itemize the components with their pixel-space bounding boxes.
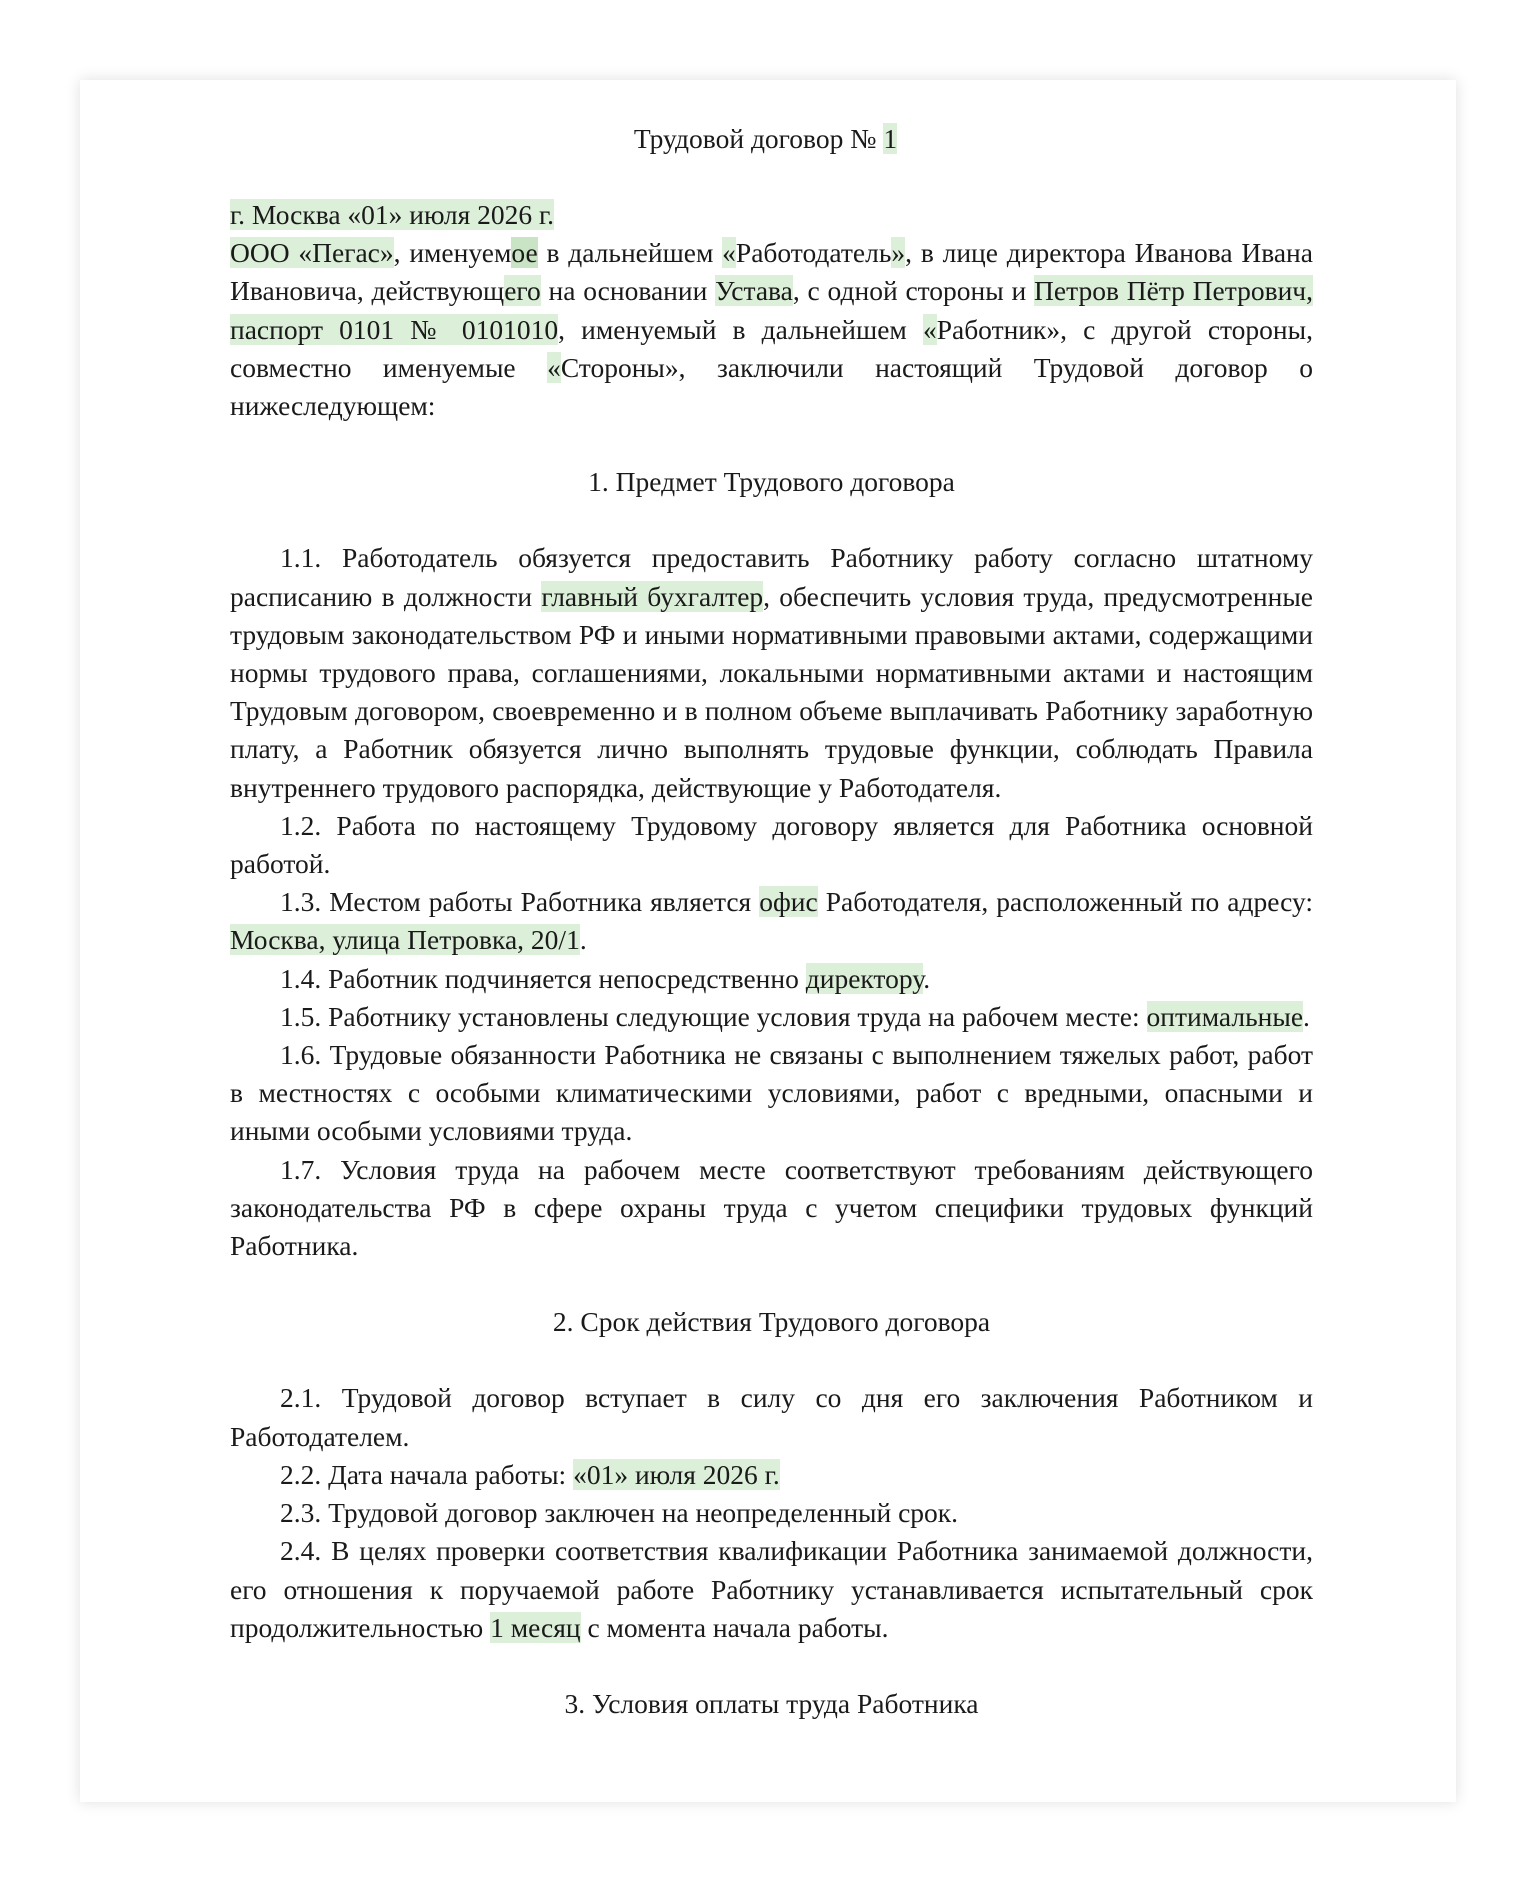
- city-date: г. Москва «01» июля 2026 г.: [230, 199, 555, 230]
- employer-role: Работодатель: [735, 237, 892, 269]
- clause-2-2: [230, 1456, 1313, 1494]
- clause-1-4-text-b: .: [923, 962, 931, 994]
- intro-text-1b: ое: [511, 237, 538, 269]
- contract-number: 1: [883, 123, 898, 154]
- clause-1-6: 1.6. Трудовые обязанности Работника не связаны с выполнением тяжелых работ, работ в местностях с особыми климатическими условиями, работ с вредными, опасными и иными особыми условиями труда.: [230, 1039, 1313, 1147]
- clause-2-1: 2.1. Трудовой договор вступает в силу со дня его заключения Работником и Работодателем.: [230, 1382, 1313, 1452]
- intro-text-3b: его: [504, 275, 541, 307]
- workplace: офис: [759, 886, 818, 918]
- work-conditions: оптимальные: [1146, 1000, 1304, 1032]
- clause-1-5-text-a: 1.5. Работнику установлены следующие условия труда на рабочем месте:: [280, 1000, 1147, 1032]
- document-title: [224, 120, 1307, 158]
- intro-text-6: , именуемый в дальнейшем: [558, 313, 923, 345]
- document-page: [80, 80, 1456, 1802]
- basis-document: Устава: [715, 275, 793, 307]
- employee-details: Петров Пётр Петрович, паспорт 0101 № 0101010: [230, 275, 1313, 345]
- quote-close: »: [891, 237, 906, 269]
- clause-2-2-text-a: 2.2. Дата начала работы:: [280, 1458, 574, 1490]
- clause-2-3: 2.3. Трудовой договор заключен на неопределенный срок.: [280, 1497, 959, 1529]
- city-date-line: [230, 196, 1313, 234]
- clause-1-4: [230, 960, 1313, 998]
- clause-2-4-text-a: 2.4. В целях проверки соответствия квалификации Работника занимаемой должности, его отношения к поручаемой работе Работнику устанавливается испытательный срок продолжительностью: [230, 1535, 1313, 1643]
- clause-1-3-text-b: Работодателя, расположенный по адресу:: [817, 886, 1313, 918]
- clause-1-1-text-b: , обеспечить условия труда, предусмотренные трудовым законодательством РФ и иными нормативными правовыми актами, содержащими нормы трудового права, соглашениями, локальными нормативными актами и настоящим Трудовым договором, своевременно и в полном объеме выплачивать Работнику заработную плату, а Работник обязуется лично выполнять трудовые функции, соблюдать Правила внутреннего трудового распорядка, действующие у Работодателя.: [230, 580, 1314, 803]
- intro-paragraph: [230, 234, 1313, 425]
- clause-1-1-text-a: 1.1. Работодатель обязуется предоставить Работнику работу согласно штатному расписанию в должности: [230, 542, 1313, 612]
- intro-text-3: , в лице директора Иванова Ивана Ивановича, действующ: [230, 237, 1313, 307]
- clause-1-5: [230, 998, 1313, 1036]
- clause-2-4: [230, 1532, 1313, 1647]
- intro-text-7: , с другой стороны, совместно именуемые: [230, 313, 1314, 383]
- intro-text-8: , заключили настоящий Трудовой договор о нижеследующем:: [230, 351, 1313, 422]
- employer-name: ООО «Пегас»: [230, 237, 394, 269]
- intro-text-4: на основании: [540, 275, 716, 307]
- clause-2-4-text-b: с момента начала работы.: [580, 1611, 889, 1643]
- employee-role: Работник»: [936, 313, 1061, 345]
- clause-1-2: 1.2. Работа по настоящему Трудовому договору является для Работника основной работой.: [230, 809, 1313, 880]
- employee-quote-open: «: [922, 313, 937, 345]
- supervisor: директору: [805, 962, 924, 994]
- clause-1-5-text-b: .: [1303, 1000, 1310, 1032]
- clause-1-4-text-a: 1.4. Работник подчиняется непосредственно: [280, 962, 806, 994]
- clause-1-1: [230, 539, 1313, 806]
- intro-text-1: , именуем: [393, 237, 512, 269]
- document-body: [230, 123, 1314, 1761]
- clause-1-3: [230, 883, 1313, 959]
- quote-open: «: [722, 237, 736, 269]
- section-2-heading: 2. Срок действия Трудового договора: [552, 1306, 991, 1338]
- start-date: «01» июля 2026 г.: [573, 1458, 780, 1490]
- job-position: главный бухгалтер: [541, 580, 764, 612]
- probation-term: 1 месяц: [490, 1611, 581, 1643]
- intro-text-5: , с одной стороны и: [792, 275, 1035, 307]
- intro-text-2: в дальнейшем: [537, 237, 723, 269]
- clause-1-7: 1.7. Условия труда на рабочем месте соответствуют требованиям действующего законодательства РФ в сфере охраны труда с учетом специфики трудовых функций Работника.: [230, 1153, 1313, 1262]
- parties-term: Стороны»: [560, 351, 679, 383]
- parties-quote-open: «: [547, 351, 561, 383]
- section-3-heading: 3. Условия оплаты труда Работника: [564, 1687, 979, 1719]
- section-1-heading: 1. Предмет Трудового договора: [588, 466, 955, 498]
- title-prefix: Трудовой договор №: [633, 123, 877, 154]
- clause-1-3-text-c: .: [579, 924, 587, 956]
- workplace-address: Москва, улица Петровка, 20/1: [230, 924, 580, 956]
- clause-1-3-text-a: 1.3. Местом работы Работника является: [280, 886, 760, 918]
